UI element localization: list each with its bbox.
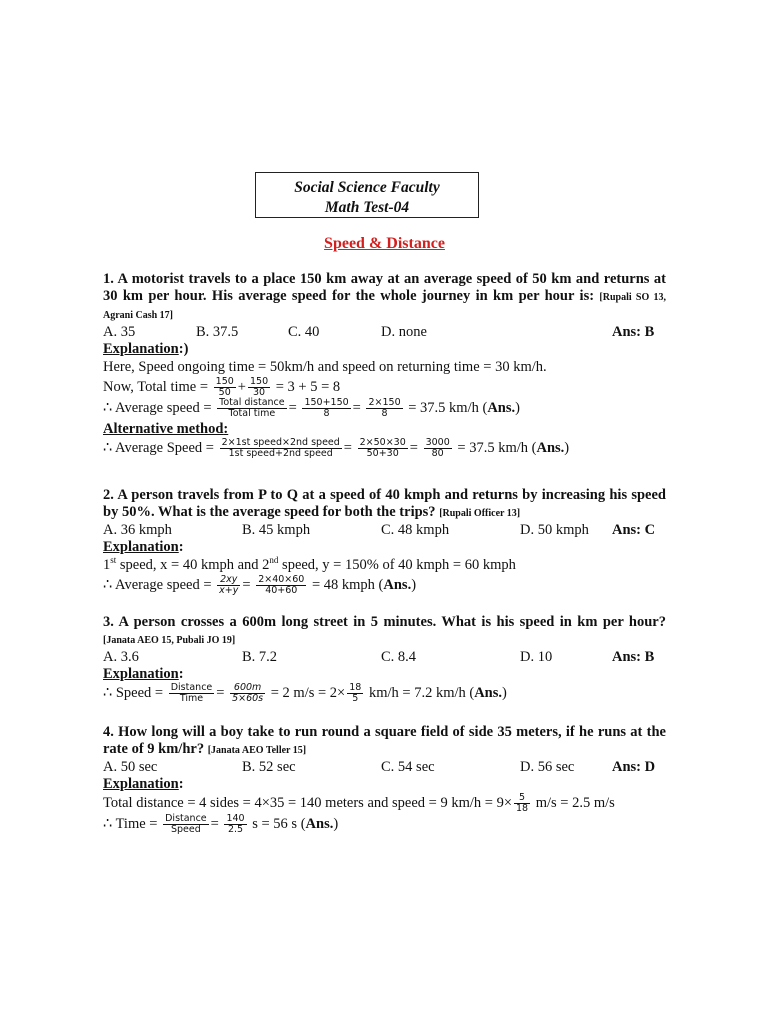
fraction: $\frac{2xy}{x+y}$ (219, 574, 239, 596)
option-d: D. 56 sec (520, 759, 575, 775)
fraction: $\frac{140}{2.5}$ (226, 813, 245, 835)
option-a: A. 3.6 (103, 649, 139, 665)
question-1-source: [Rupali SO 13, Agrani Cash 17] (103, 292, 666, 321)
explanation-line: ∴ Time = $\frac{\text{Distance}}{\text{Speed}}$ = $\frac{140}{2.5}$ s = 56 s (Ans.) (103, 813, 339, 835)
question-4-source: [Janata AEO Teller 15] (207, 745, 307, 756)
option-d: D. none (381, 324, 427, 340)
option-a: A. 36 kmph (103, 522, 172, 538)
question-2-source: [Rupali Officer 13] (439, 508, 521, 519)
question-4 (103, 724, 666, 835)
option-d: D. 50 kmph (520, 522, 589, 538)
fraction: $\frac{5}{18}$ (516, 792, 529, 814)
faculty-title: Social Science Faculty (294, 179, 440, 196)
option-a: A. 50 sec (103, 759, 158, 775)
option-c: C. 8.4 (381, 649, 417, 665)
option-b: B. 7.2 (242, 649, 278, 665)
answer-label: Ans: B (612, 324, 655, 340)
explanation-heading: Explanation: (103, 666, 184, 682)
option-b: B. 37.5 (196, 324, 239, 340)
question-1-text: 1. A motorist travels to a place 150 km away at an average speed of 50 km and returns at 30 km per hour. His average speed for the whole journey in km per hour is: [Rupali SO 13, Agrani Cash 17] (103, 271, 666, 321)
fraction: $\frac{\text{Total distance}}{\text{Total time}}$ (219, 397, 285, 419)
question-3 (103, 614, 666, 704)
test-title: Math Test-04 (324, 199, 410, 216)
explanation-heading: Explanation: (103, 539, 184, 555)
explanation-heading: Explanation: (103, 776, 184, 792)
fraction: $\frac{\text{Distance}}{\text{Time}}$ (170, 682, 213, 704)
header-box (255, 172, 479, 218)
question-3-options (103, 649, 666, 666)
explanation-line: ∴ Average Speed = $\frac{\text{2×1st speed×2nd speed}}{\text{1st speed+2nd speed}}$ = $\frac{2\times 50\times 30}{50+30}$ = $\frac{3000}{80}$ = 37.5 km/h (Ans.) (103, 437, 570, 459)
section-title: Speed & Distance (324, 235, 445, 252)
fraction: $\frac{\text{Distance}}{\text{Speed}}$ (165, 813, 207, 835)
question-2-text: 2. A person travels from P to Q at a speed of 40 kmph and returns by increasing his speed by 50%. What is the average speed for both the trips? [Rupali Officer 13] (103, 487, 666, 520)
question-2 (103, 487, 666, 596)
fraction: $\frac{2\times 150}{8}$ (368, 397, 401, 419)
option-b: B. 45 kmph (242, 522, 311, 538)
option-c: C. 48 kmph (381, 522, 450, 538)
fraction: $\frac{2\times 40\times 60}{40+60}$ (258, 574, 305, 596)
explanation-line: ∴ Average speed = $\frac{\text{Total distance}}{\text{Total time}}$ = $\frac{150+150}{8}$ = $\frac{2\times 150}{8}$ = 37.5 km/h (Ans.) (103, 397, 520, 419)
fraction: $\frac{600m}{5\times 60s}$ (232, 682, 264, 704)
explanation-line: ∴ Speed = $\frac{\text{Distance}}{\text{Time}}$ = $\frac{600m}{5\times 60s}$ = 2 m/s = 2× $\frac{18}{5}$ km/h = 7.2 km/h (Ans.) (103, 682, 507, 704)
fraction: $\frac{3000}{80}$ (425, 437, 450, 459)
option-c: C. 40 (288, 324, 320, 340)
question-4-text: 4. How long will a boy take to run round a square field of side 35 meters, if he runs at the rate of 9 km/hr? [Janata AEO Teller 15] (103, 724, 666, 757)
option-b: B. 52 sec (242, 759, 296, 775)
answer-label: Ans: D (612, 759, 656, 775)
fraction: $\frac{\text{2×1st speed×2nd speed}}{\text{1st speed+2nd speed}}$ (221, 437, 340, 459)
answer-label: Ans: C (612, 522, 656, 538)
explanation-heading: Explanation:) (103, 341, 189, 357)
fraction: $\frac{2\times 50\times 30}{50+30}$ (359, 437, 406, 459)
explanation-line: ∴ Average speed = $\frac{2xy}{x+y}$ = $\frac{2\times 40\times 60}{40+60}$ = 48 kmph (Ans.) (103, 574, 417, 596)
explanation-line: Here, Speed ongoing time = 50km/h and speed on returning time = 30 km/h. (103, 359, 547, 375)
fraction: $\frac{150}{30}$ (249, 376, 269, 398)
fraction: $\frac{150}{50}$ (215, 376, 234, 398)
option-d: D. 10 (520, 649, 553, 665)
question-2-options (103, 522, 666, 539)
option-a: A. 35 (103, 324, 136, 340)
question-4-options (103, 759, 666, 776)
fraction: $\frac{18}{5}$ (349, 682, 362, 704)
answer-label: Ans: B (612, 649, 655, 665)
option-c: C. 54 sec (381, 759, 435, 775)
alternative-method-heading: Alternative method: (103, 421, 229, 437)
explanation-line: 1st speed, x = 40 kmph and 2nd speed, y = 150% of 40 kmph = 60 kmph (103, 555, 516, 573)
question-3-source: [Janata AEO 15, Pubali JO 19] (103, 635, 236, 646)
question-3-text: 3. A person crosses a 600m long street in 5 minutes. What is his speed in km per hour? [Janata AEO 15, Pubali JO 19] (103, 614, 666, 646)
explanation-line: Total distance = 4 sides = 4×35 = 140 meters and speed = 9 km/h = 9× $\frac{5}{18}$ m/s = 2.5 m/s (103, 792, 615, 814)
question-1-options (103, 324, 666, 341)
explanation-line: Now, Total time = $\frac{150}{50}$ + $\frac{150}{30}$ = 3 + 5 = 8 (103, 376, 341, 398)
question-1 (103, 271, 666, 459)
fraction: $\frac{150+150}{8}$ (304, 397, 349, 419)
